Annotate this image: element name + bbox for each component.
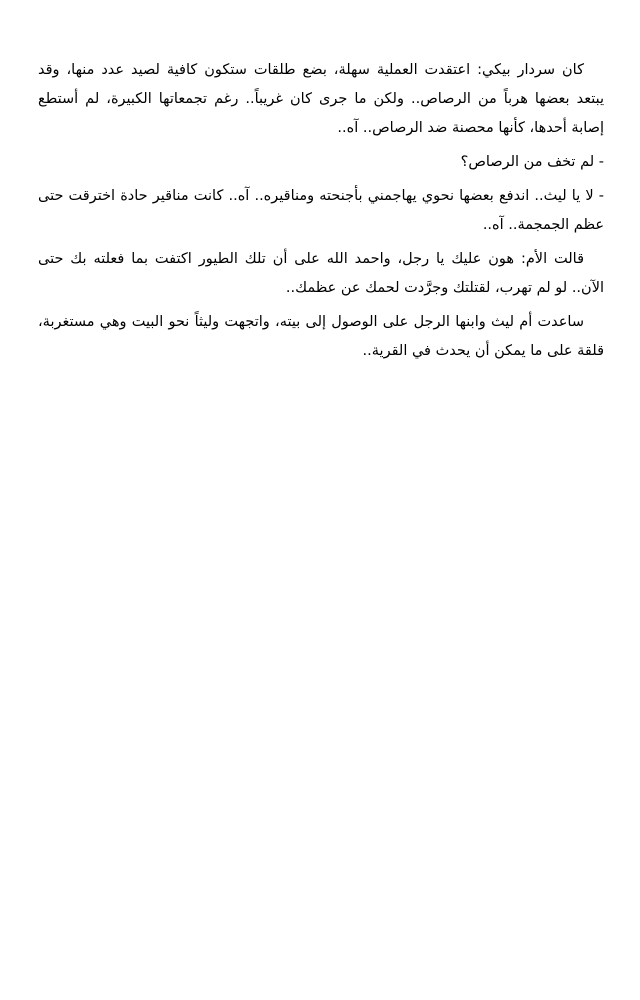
dialogue-question: - لم تخف من الرصاص؟ <box>460 154 604 170</box>
paragraph-mother-speech: قالت الأم: هون عليك يا رجل، واحمد الله على أن تلك الطيور اكتفت بما فعلته بك حتى الآن.. لو لم تهرب، لقتلتك وجرَّدت لحمك عن عظمك.. <box>38 251 604 296</box>
story-text <box>38 56 604 371</box>
paragraph-return-home: ساعدت أم ليث وابنها الرجل على الوصول إلى بيته، واتجهت وليثاً نحو البيت وهي مستغربة، قلقة على ما يمكن أن يحدث في القرية.. <box>38 314 604 359</box>
paragraph-sardar-account: كان سردار بيكي: اعتقدت العملية سهلة، بضع طلقات ستكون كافية لصيد عدد منها، وقد يبتعد بعضها هرباً من الرصاص.. ولكن ما جرى كان غريباً.. رغم تجمعاتها الكبيرة، لم أستطع إصابة أحدها، كأنها محصنة ضد الرصاص.. آه.. <box>38 62 604 136</box>
dialogue-answer: - لا يا ليث.. اندفع بعضها نحوي يهاجمني بأجنحته ومناقيره.. آه.. كانت مناقير حادة اخترقت حتى عظم الجمجمة.. آه.. <box>38 188 604 233</box>
